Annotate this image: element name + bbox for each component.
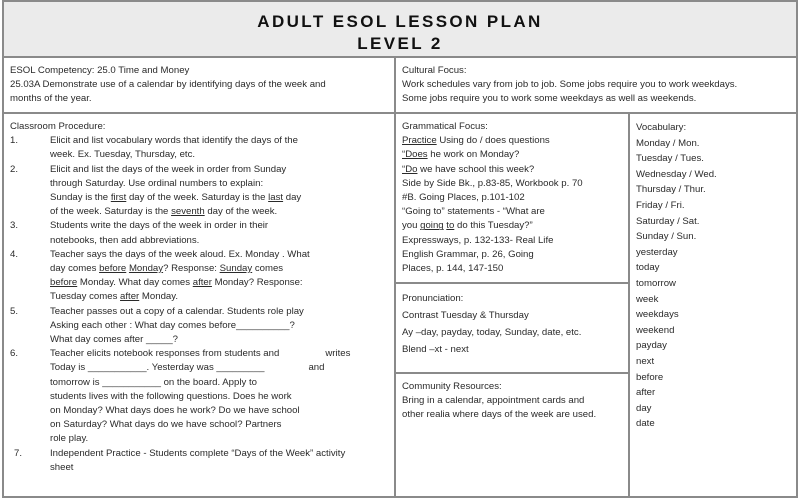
vocab-item: Saturday / Sat. bbox=[636, 215, 700, 227]
competency-text-1: 25.03A Demonstrate use of a calendar by identifying days of the week and bbox=[10, 79, 326, 91]
competency-text-2: months of the year. bbox=[10, 93, 92, 105]
vocab-item: date bbox=[636, 418, 655, 430]
cultural-focus-label: Cultural Focus: bbox=[402, 65, 467, 76]
procedure-step-6: 6. Teacher elicits notebook responses from students and writes Today is ___________. Yesterday was _________ and tomorrow is ___________ on the board. Apply to students lives with the following questions. Does he work on Monday? What days does he work? Do we have school on Saturday? What days do we have school? Partners role play. bbox=[10, 348, 351, 445]
cultural-focus-text-2: Some jobs require you to work some weekdays as well as weekends. bbox=[402, 93, 697, 105]
grammatical-focus-label: Grammatical Focus: bbox=[402, 121, 488, 132]
procedure-label: Classroom Procedure: bbox=[10, 121, 106, 132]
procedure-step-3: 3. Students write the days of the week in order in their notebooks, then add abbreviations. bbox=[10, 220, 269, 246]
procedure-step-1: 1. Elicit and list vocabulary words that identify the days of the week. Ex. Tuesday, Thursday, etc. bbox=[10, 135, 298, 161]
classroom-procedure-cell bbox=[4, 114, 396, 496]
pronunciation-cell: Pronunciation: Contrast Tuesday & Thursday Ay –day, payday, today, Sunday, date, etc. Blend –xt - next bbox=[396, 284, 630, 374]
pronunciation-label: Pronunciation: bbox=[402, 293, 464, 304]
competency-cell bbox=[4, 58, 396, 114]
vocab-item: yesterday bbox=[636, 246, 678, 258]
vocabulary-label: Vocabulary: bbox=[636, 122, 687, 133]
document-title: ADULT ESOL LESSON PLAN bbox=[257, 12, 543, 31]
vocab-item: Sunday / Sun. bbox=[636, 231, 697, 243]
document-header bbox=[4, 2, 796, 58]
vocab-item: Wednesday / Wed. bbox=[636, 168, 717, 180]
vocab-item: Thursday / Thur. bbox=[636, 184, 706, 196]
vocab-item: Monday / Mon. bbox=[636, 137, 700, 149]
vocab-item: next bbox=[636, 355, 655, 367]
vocab-item: Tuesday / Tues. bbox=[636, 153, 704, 165]
grammatical-focus-cell: Grammatical Focus: Practice Using do / does questions “Does he work on Monday? “Do we have school this week? Side by Side Bk., p.83-85, Workbook p. 70 #B. Going Places, p.101-102 “Going to” statements - “What are you going to do this Tuesday?” Expressways, p. 132-133- Real Life English Grammar, p. 26, Going Places, p. 144, 147-150 bbox=[396, 114, 630, 284]
procedure-step-7: 7. Independent Practice - Students complete “Days of the Week” activity sheet bbox=[14, 447, 346, 473]
procedure-step-5: 5. Teacher passes out a copy of a calendar. Students role play Asking each other : What day comes before__________? What day comes after _____? bbox=[10, 305, 304, 346]
vocab-item: after bbox=[636, 387, 656, 399]
lesson-plan-table bbox=[2, 0, 798, 498]
vocabulary-cell bbox=[630, 114, 796, 496]
cultural-focus-cell bbox=[396, 58, 796, 114]
vocab-item: today bbox=[636, 262, 660, 274]
vocab-item: weekend bbox=[636, 324, 675, 336]
vocab-item: weekdays bbox=[636, 309, 679, 321]
document-level: LEVEL 2 bbox=[357, 34, 443, 53]
vocab-item: before bbox=[636, 371, 664, 383]
community-resources-label: Community Resources: bbox=[402, 381, 502, 392]
vocab-item: Friday / Fri. bbox=[636, 199, 685, 211]
procedure-step-2: 2. Elicit and list the days of the week in order from Sunday through Saturday. Use ordinal numbers to explain: Sunday is the first day of the week. Saturday is the last day of the week. Saturday is the seventh day of the week. bbox=[10, 163, 302, 218]
procedure-step-4: 4. Teacher says the days of the week aloud. Ex. Monday . What day comes before Monday? Response: Sunday comes before Monday. What day comes after Monday? Response: Tuesday comes after Monday. bbox=[10, 248, 310, 303]
competency-label: ESOL Competency: 25.0 Time and Money bbox=[10, 65, 190, 76]
vocab-item: day bbox=[636, 402, 652, 414]
vocab-item: tomorrow bbox=[636, 277, 676, 289]
vocab-item: payday bbox=[636, 340, 667, 352]
vocab-item: week bbox=[636, 293, 659, 305]
cultural-focus-text-1: Work schedules vary from job to job. Some jobs require you to work weekdays. bbox=[402, 79, 738, 91]
community-resources-cell: Community Resources: Bring in a calendar, appointment cards and other realia where days of the week are used. bbox=[396, 374, 630, 496]
